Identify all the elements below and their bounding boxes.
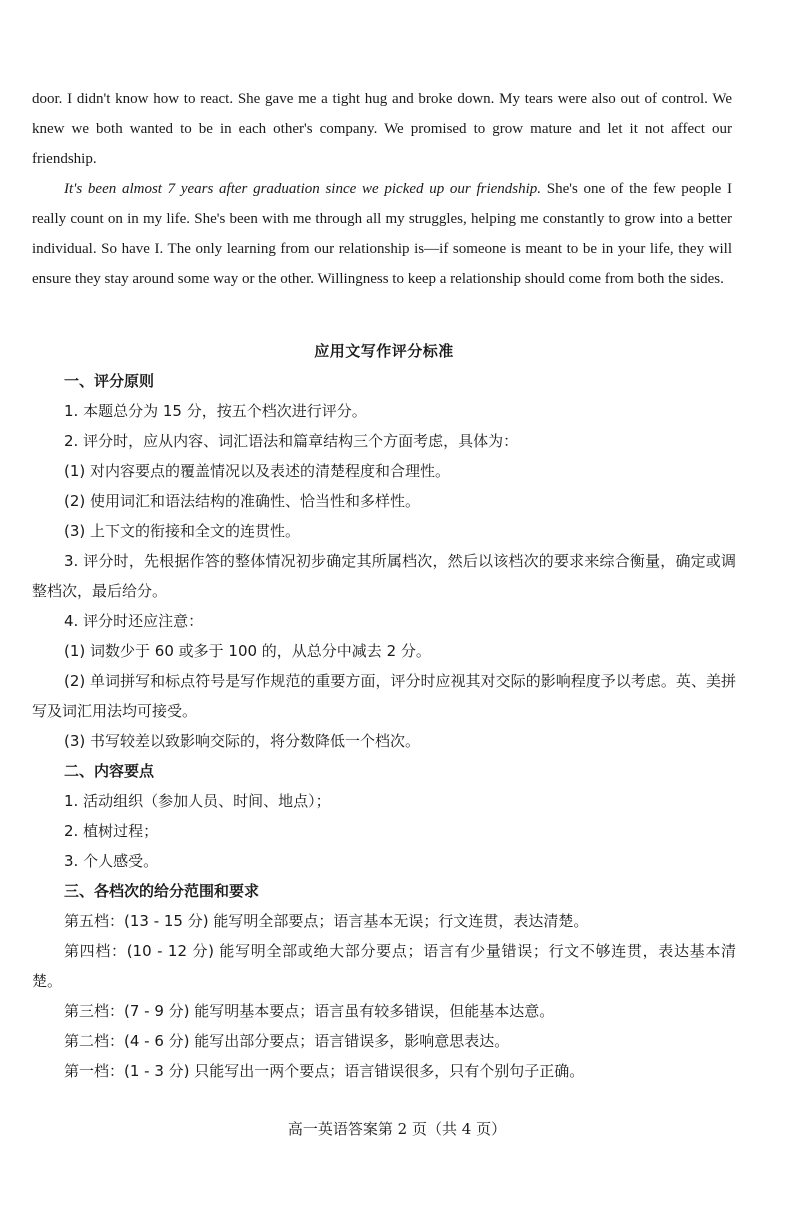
score-level-line: 第五档：(13 - 15 分) 能写明全部要点；语言基本无误；行文连贯，表达清楚。: [64, 912, 589, 930]
score-level-line: 第三档：(7 - 9 分) 能写明基本要点；语言虽有较多错误，但能基本达意。: [64, 1002, 555, 1020]
rubric-section: [32, 336, 736, 1086]
passage-paragraph-2: [32, 174, 732, 294]
page-footer: 高一英语答案第 2 页（共 4 页）: [287, 1120, 507, 1138]
principle-line: (1) 词数少于 60 或多于 100 的，从总分中减去 2 分。: [64, 642, 431, 660]
principle-line: (2) 使用词汇和语法结构的准确性、恰当性和多样性。: [64, 492, 421, 510]
principle-line: 1. 本题总分为 15 分，按五个档次进行评分。: [64, 402, 367, 420]
principle-line: (3) 上下文的衔接和全文的连贯性。: [64, 522, 301, 540]
passage-paragraph-2-rest: She's one of the few people I really count on in my life. She's been with me through all my struggles, helping me constantly to grow into a better individual. So have I. The only learning from our relationship is—if someone is meant to be in your life, they will ensure they stay around some way or the other. Willingness to keep a relationship should come from both the sides.: [32, 181, 732, 287]
content-point-line: 1. 活动组织（参加人员、时间、地点）；: [64, 792, 331, 810]
passage-paragraph-1: door. I didn't know how to react. She gave me a tight hug and broke down. My tears were also out of control. We knew we both wanted to be in each other's company. We promised to grow mature and let it not affect our friendship.: [32, 91, 732, 167]
principle-line: (2) 单词拼写和标点符号是写作规范的重要方面，评分时应视其对交际的影响程度予以考虑。英、美拼写及词汇用法均可接受。: [32, 672, 736, 720]
principle-line: (1) 对内容要点的覆盖情况以及表述的清楚程度和合理性。: [64, 462, 451, 480]
section-heading-content-points: 二、内容要点: [64, 762, 155, 780]
score-level-line: 第四档：(10 - 12 分) 能写明全部或绝大部分要点；语言有少量错误；行文不够连贯，表达基本清楚。: [32, 942, 736, 990]
section-heading-principles: 一、评分原则: [64, 372, 155, 390]
section-heading-score-levels: 三、各档次的给分范围和要求: [64, 882, 260, 900]
principle-line: 4. 评分时还应注意：: [64, 612, 204, 630]
content-point-line: 2. 植树过程；: [64, 822, 159, 840]
principle-line: (3) 书写较差以致影响交际的，将分数降低一个档次。: [64, 732, 421, 750]
principle-line: 3. 评分时，先根据作答的整体情况初步确定其所属档次，然后以该档次的要求来综合衡量，确定或调整档次，最后给分。: [32, 552, 736, 600]
english-passage: [32, 84, 732, 294]
content-point-line: 3. 个人感受。: [64, 852, 159, 870]
score-level-line: 第二档：(4 - 6 分) 能写出部分要点；语言错误多，影响意思表达。: [64, 1032, 510, 1050]
score-level-line: 第一档：(1 - 3 分) 只能写出一两个要点；语言错误很多，只有个别句子正确。: [64, 1062, 585, 1080]
principle-line: 2. 评分时，应从内容、词汇语法和篇章结构三个方面考虑，具体为：: [64, 432, 519, 450]
rubric-title: 应用文写作评分标准: [314, 342, 454, 360]
passage-italic-sentence: It's been almost 7 years after graduation since we picked up our friendship.: [64, 181, 542, 197]
